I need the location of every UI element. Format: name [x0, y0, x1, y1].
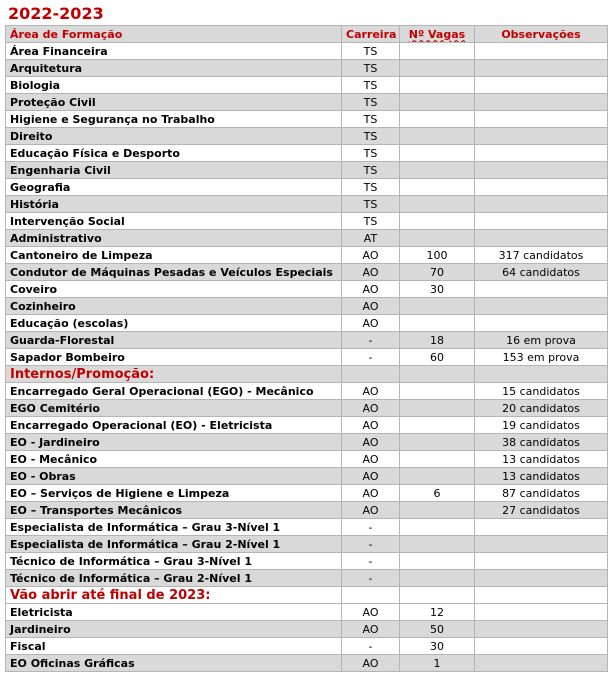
table-row [6, 570, 608, 587]
cell-area: Administrativo [6, 230, 342, 247]
cell-carreira: - [342, 332, 400, 349]
cell-carreira: TS [342, 145, 400, 162]
cell-area: Biologia [6, 77, 342, 94]
cell-area: Educação Física e Desporto [6, 145, 342, 162]
table-row [6, 111, 608, 128]
cell-area: Especialista de Informática – Grau 2-Nível 1 [6, 536, 342, 553]
cell-area: EO - Jardineiro [6, 434, 342, 451]
cell-vagas [400, 213, 475, 230]
cell-obs [475, 315, 608, 332]
cell-carreira: AO [342, 502, 400, 519]
cell-vagas [400, 366, 475, 383]
cell-carreira [342, 587, 400, 604]
cell-vagas [400, 451, 475, 468]
cell-area: Educação (escolas) [6, 315, 342, 332]
cell-vagas [400, 536, 475, 553]
table-row [6, 196, 608, 213]
cell-vagas [400, 77, 475, 94]
cell-carreira: TS [342, 60, 400, 77]
cell-carreira: TS [342, 43, 400, 60]
table-row [6, 298, 608, 315]
cell-area: Eletricista [6, 604, 342, 621]
cell-carreira: TS [342, 128, 400, 145]
table-row [6, 655, 608, 672]
cell-obs [475, 621, 608, 638]
cell-obs [475, 230, 608, 247]
cell-vagas: 30 [400, 638, 475, 655]
table-row [6, 128, 608, 145]
cell-obs [475, 281, 608, 298]
cell-vagas: 6 [400, 485, 475, 502]
cell-obs: 38 candidatos [475, 434, 608, 451]
cell-vagas [400, 145, 475, 162]
cell-vagas: 1 [400, 655, 475, 672]
table-row [6, 400, 608, 417]
table-row [6, 502, 608, 519]
cell-carreira: AO [342, 417, 400, 434]
cell-vagas: 60 [400, 349, 475, 366]
cell-area: Encarregado Operacional (EO) - Eletricista [6, 417, 342, 434]
cell-area: EO – Serviços de Higiene e Limpeza [6, 485, 342, 502]
table-row [6, 281, 608, 298]
cell-vagas [400, 111, 475, 128]
cell-obs: 317 candidatos [475, 247, 608, 264]
cell-carreira: AO [342, 298, 400, 315]
cell-vagas [400, 60, 475, 77]
cell-carreira: TS [342, 196, 400, 213]
cell-obs [475, 638, 608, 655]
cell-carreira: - [342, 553, 400, 570]
table-row [6, 43, 608, 60]
cell-area: Engenharia Civil [6, 162, 342, 179]
table-row [6, 230, 608, 247]
table-row [6, 315, 608, 332]
table-row [6, 604, 608, 621]
cell-area: EO Oficinas Gráficas [6, 655, 342, 672]
cell-obs: 19 candidatos [475, 417, 608, 434]
cell-carreira: AO [342, 604, 400, 621]
cell-obs: 153 em prova [475, 349, 608, 366]
cell-carreira: TS [342, 213, 400, 230]
cell-carreira: AO [342, 315, 400, 332]
table-row [6, 485, 608, 502]
cell-carreira: TS [342, 77, 400, 94]
cell-area: Fiscal [6, 638, 342, 655]
cell-vagas [400, 315, 475, 332]
cell-obs [475, 519, 608, 536]
cell-vagas: 50 [400, 621, 475, 638]
cell-obs [475, 570, 608, 587]
cell-obs [475, 94, 608, 111]
cell-obs [475, 536, 608, 553]
cell-obs [475, 298, 608, 315]
cell-obs [475, 60, 608, 77]
table-row [6, 60, 608, 77]
cell-obs [475, 77, 608, 94]
cell-area: Cantoneiro de Limpeza [6, 247, 342, 264]
cell-carreira: TS [342, 94, 400, 111]
section-heading-row [6, 587, 608, 604]
cell-vagas [400, 128, 475, 145]
table-row [6, 145, 608, 162]
header-vagas [400, 26, 475, 43]
table-row [6, 383, 608, 400]
cell-vagas: 12 [400, 604, 475, 621]
document-title: 2022-2023 [8, 4, 104, 23]
cell-obs: 87 candidatos [475, 485, 608, 502]
table-body [6, 43, 608, 672]
cell-carreira: AO [342, 485, 400, 502]
cell-vagas [400, 570, 475, 587]
cell-carreira: - [342, 349, 400, 366]
cell-obs [475, 553, 608, 570]
table-row [6, 179, 608, 196]
cell-carreira: AO [342, 400, 400, 417]
cell-carreira: - [342, 519, 400, 536]
cell-carreira: AO [342, 468, 400, 485]
cell-carreira [342, 366, 400, 383]
cell-vagas [400, 502, 475, 519]
cell-area: EO - Obras [6, 468, 342, 485]
cell-vagas [400, 179, 475, 196]
cell-obs [475, 128, 608, 145]
cell-vagas [400, 519, 475, 536]
cell-area: Arquitetura [6, 60, 342, 77]
cell-vagas [400, 434, 475, 451]
cell-carreira: AO [342, 281, 400, 298]
table-row [6, 417, 608, 434]
table-row [6, 638, 608, 655]
cell-obs [475, 587, 608, 604]
cell-vagas [400, 94, 475, 111]
vacancies-table [5, 25, 608, 672]
cell-carreira: AO [342, 434, 400, 451]
header-vagas-text: Nº Vagas [408, 27, 466, 41]
cell-obs: 27 candidatos [475, 502, 608, 519]
cell-vagas [400, 553, 475, 570]
table-row [6, 621, 608, 638]
cell-carreira: TS [342, 162, 400, 179]
cell-carreira: - [342, 570, 400, 587]
header-carreira: Carreira [342, 26, 400, 43]
cell-vagas [400, 383, 475, 400]
cell-carreira: TS [342, 111, 400, 128]
table-row [6, 553, 608, 570]
table-row [6, 213, 608, 230]
table-row [6, 468, 608, 485]
cell-carreira: - [342, 638, 400, 655]
cell-area: EGO Cemitério [6, 400, 342, 417]
cell-area: Vão abrir até final de 2023: [6, 587, 342, 604]
cell-area: Jardineiro [6, 621, 342, 638]
cell-vagas [400, 43, 475, 60]
table-row [6, 349, 608, 366]
cell-area: Cozinheiro [6, 298, 342, 315]
cell-area: Sapador Bombeiro [6, 349, 342, 366]
cell-vagas: 70 [400, 264, 475, 281]
cell-obs [475, 111, 608, 128]
cell-obs: 20 candidatos [475, 400, 608, 417]
cell-carreira: AO [342, 264, 400, 281]
cell-vagas: 30 [400, 281, 475, 298]
table-row [6, 434, 608, 451]
cell-obs [475, 196, 608, 213]
cell-obs: 16 em prova [475, 332, 608, 349]
table-row [6, 519, 608, 536]
header-obs: Observações [475, 26, 608, 43]
table-row [6, 332, 608, 349]
cell-area: Técnico de Informática – Grau 3-Nível 1 [6, 553, 342, 570]
cell-obs: 13 candidatos [475, 468, 608, 485]
table-header-row [6, 26, 608, 43]
cell-obs [475, 43, 608, 60]
cell-obs [475, 145, 608, 162]
cell-carreira: TS [342, 179, 400, 196]
cell-obs: 13 candidatos [475, 451, 608, 468]
cell-obs: 15 candidatos [475, 383, 608, 400]
cell-area: Proteção Civil [6, 94, 342, 111]
table-row [6, 247, 608, 264]
cell-area: Internos/Promoção: [6, 366, 342, 383]
table-row [6, 94, 608, 111]
cell-area: Condutor de Máquinas Pesadas e Veículos Especiais [6, 264, 342, 281]
cell-area: Técnico de Informática – Grau 2-Nível 1 [6, 570, 342, 587]
cell-obs [475, 366, 608, 383]
cell-vagas: 18 [400, 332, 475, 349]
cell-obs [475, 179, 608, 196]
cell-obs [475, 213, 608, 230]
cell-obs [475, 604, 608, 621]
cell-obs: 64 candidatos [475, 264, 608, 281]
section-heading-row [6, 366, 608, 383]
cell-area: Especialista de Informática – Grau 3-Nível 1 [6, 519, 342, 536]
cell-vagas [400, 162, 475, 179]
cell-vagas [400, 230, 475, 247]
cell-area: Guarda-Florestal [6, 332, 342, 349]
cell-vagas [400, 400, 475, 417]
cell-area: Higiene e Segurança no Trabalho [6, 111, 342, 128]
cell-obs [475, 162, 608, 179]
cell-vagas [400, 417, 475, 434]
cell-obs [475, 655, 608, 672]
cell-carreira: AO [342, 451, 400, 468]
cell-area: EO – Transportes Mecânicos [6, 502, 342, 519]
cell-vagas [400, 298, 475, 315]
cell-vagas: 100 [400, 247, 475, 264]
cell-carreira: AT [342, 230, 400, 247]
table-row [6, 536, 608, 553]
cell-vagas [400, 587, 475, 604]
cell-area: Encarregado Geral Operacional (EGO) - Mecânico [6, 383, 342, 400]
table-row [6, 451, 608, 468]
cell-carreira: AO [342, 247, 400, 264]
cell-carreira: AO [342, 383, 400, 400]
cell-area: Intervenção Social [6, 213, 342, 230]
cell-area: Área Financeira [6, 43, 342, 60]
table-row [6, 162, 608, 179]
cell-area: Coveiro [6, 281, 342, 298]
cell-carreira: AO [342, 621, 400, 638]
cell-area: Geografia [6, 179, 342, 196]
cell-vagas [400, 196, 475, 213]
cell-area: História [6, 196, 342, 213]
cell-area: Direito [6, 128, 342, 145]
cell-carreira: - [342, 536, 400, 553]
header-area: Área de Formação [6, 26, 342, 43]
cell-carreira: AO [342, 655, 400, 672]
cell-area: EO - Mecânico [6, 451, 342, 468]
cell-vagas [400, 468, 475, 485]
table-row [6, 77, 608, 94]
table-row [6, 264, 608, 281]
